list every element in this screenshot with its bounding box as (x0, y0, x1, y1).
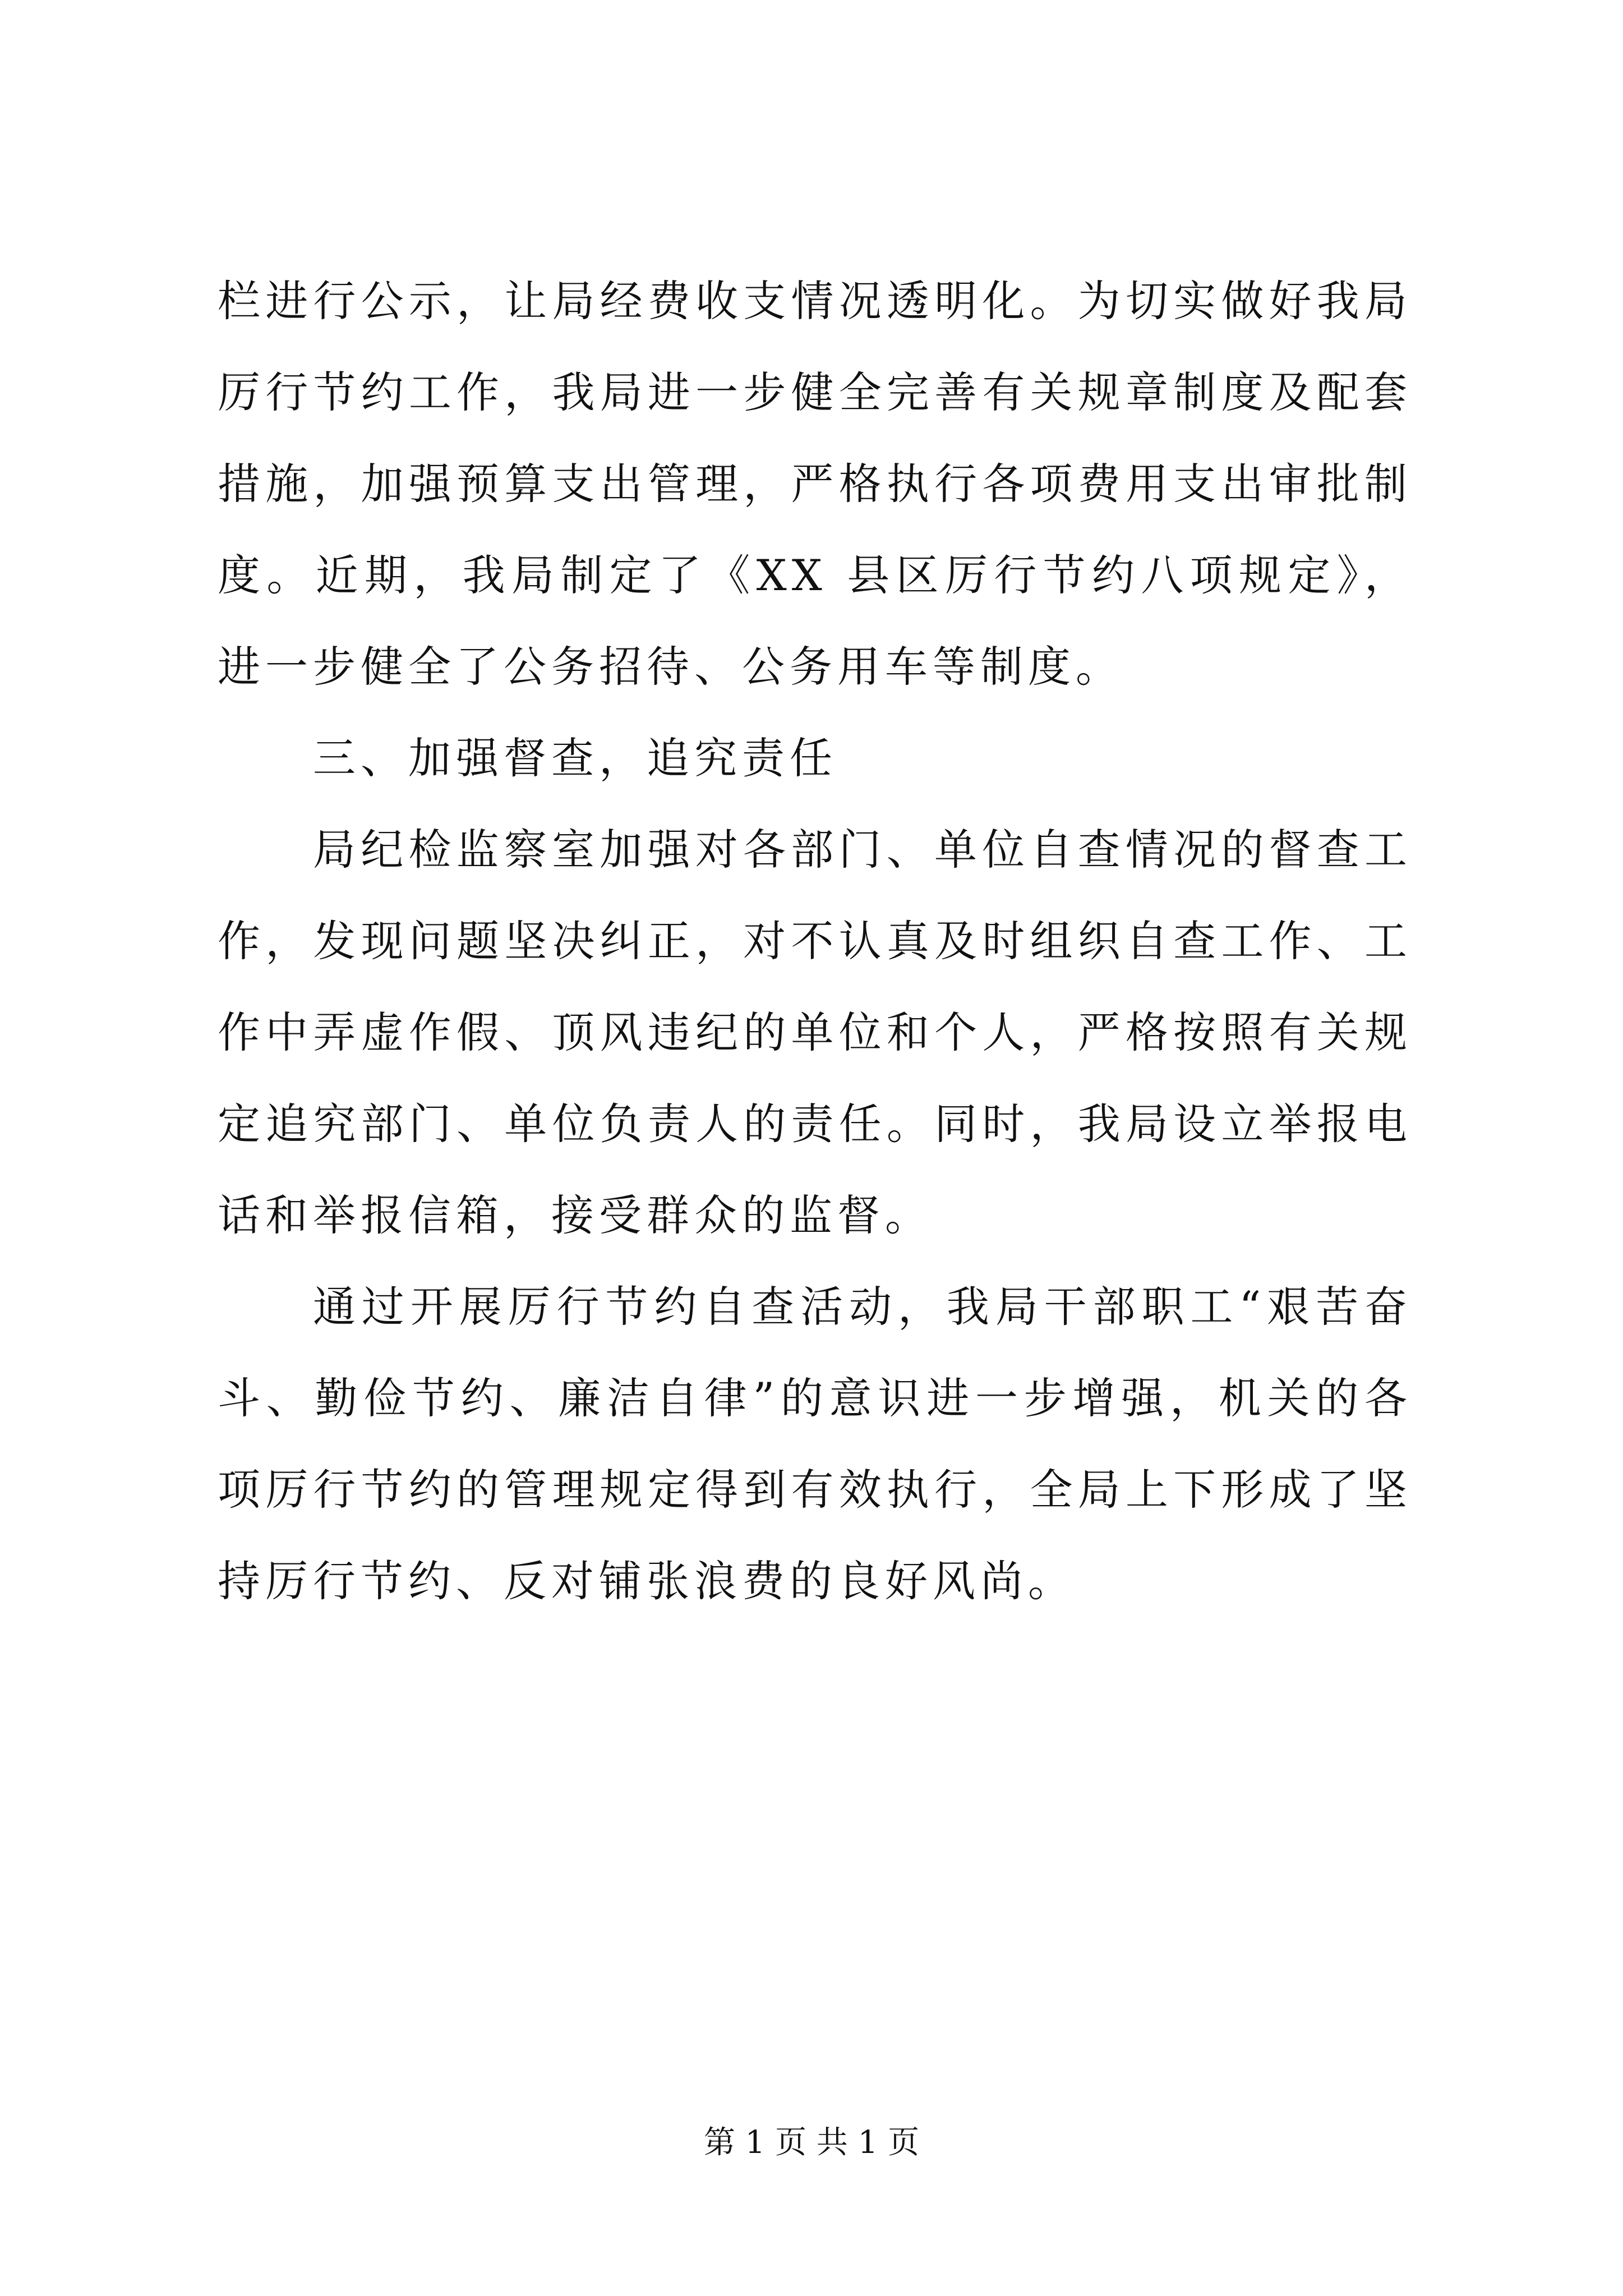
paragraph-continuation: 栏进行公示，让局经费收支情况透明化。为切实做好我局厉行节约工作，我局进一步健全完善有关规章制度及配套措施，加强预算支出管理，严格执行各项费用支出审批制度。近期，我局制定了《XX 县区厉行节约八项规定》，进一步健全了公务招待、公务用车等制度。 (218, 276, 1412, 692)
paragraph-conclusion: 通过开展厉行节约自查活动，我局干部职工“艰苦奋斗、勤俭节约、廉洁自律”的意识进一步增强，机关的各项厉行节约的管理规定得到有效执行，全局上下形成了坚持厉行节约、反对铺张浪费的良好风尚。 (218, 1282, 1412, 1606)
page-footer: 第 1 页 共 1 页 (703, 2124, 920, 2161)
document-body (218, 255, 1412, 1627)
paragraph-supervision: 局纪检监察室加强对各部门、单位自查情况的督查工作，发现问题坚决纠正，对不认真及时组织自查工作、工作中弄虚作假、顶风违纪的单位和个人，严格按照有关规定追究部门、单位负责人的责任。同时，我局设立举报电话和举报信箱，接受群众的监督。 (218, 825, 1412, 1240)
section-heading: 三、加强督查，追究责任 (313, 733, 837, 783)
